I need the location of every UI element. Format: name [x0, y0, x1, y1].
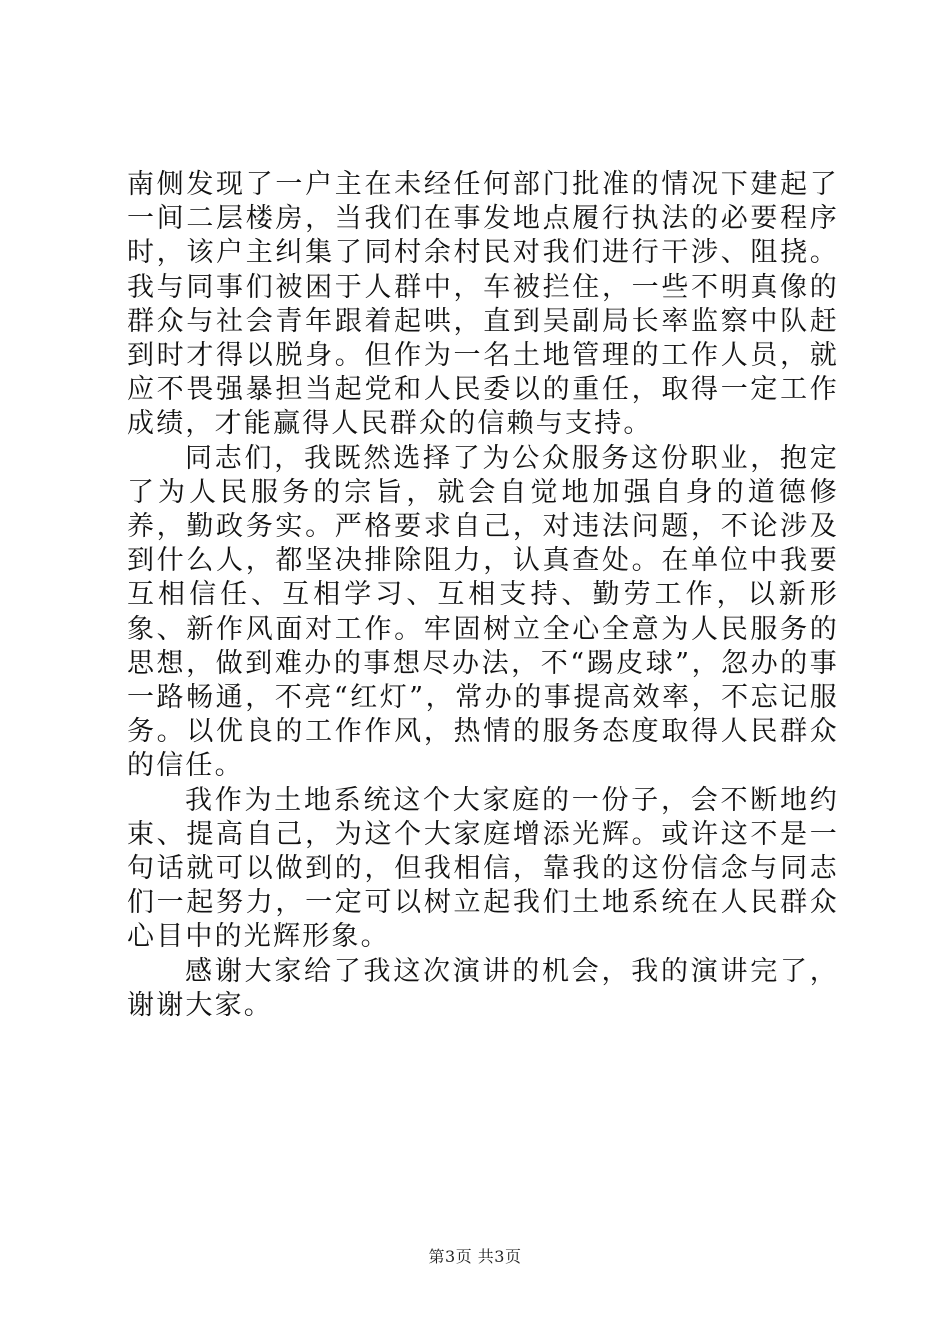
paragraph-1: 南侧发现了一户主在未经任何部门批准的情况下建起了一间二层楼房，当我们在事发地点履行执法的必要程序时，该户主纠集了同村余村民对我们进行干涉、阻挠。我与同事们被困于人群中，车被拦住，一些不明真像的群众与社会青年跟着起哄，直到吴副局长率监察中队赶到时才得以脱身。但作为一名土地管理的工作人员，就应不畏强暴担当起党和人民委以的重任，取得一定工作成绩，才能赢得人民群众的信赖与支持。 — [127, 169, 839, 440]
paragraph-3: 我作为土地系统这个大家庭的一份子，会不断地约束、提高自己，为这个大家庭增添光辉。或许这不是一句话就可以做到的，但我相信，靠我的这份信念与同志们一起努力，一定可以树立起我们土地系统在人民群众心目中的光辉形象。 — [127, 784, 839, 953]
paragraph-4: 感谢大家给了我这次演讲的机会，我的演讲完了，谢谢大家。 — [127, 955, 839, 1021]
paragraph-2: 同志们，我既然选择了为公众服务这份职业，抱定了为人民服务的宗旨，就会自觉地加强自身的道德修养，勤政务实。严格要求自己，对违法问题，不论涉及到什么人，都坚决排除阻力，认真查处。在单位中我要互相信任、互相学习、互相支持、勤劳工作，以新形象、新作风面对工作。牢固树立全心全意为人民服务的思想，做到难办的事想尽办法，不“踢皮球”，忽办的事一路畅通，不亮“红灯”，常办的事提高效率，不忘记服务。以优良的工作作风，热情的服务态度取得人民群众的信任。 — [127, 442, 839, 782]
document-body — [127, 168, 839, 1023]
page-footer: 第3页 共3页 — [428, 1247, 522, 1266]
